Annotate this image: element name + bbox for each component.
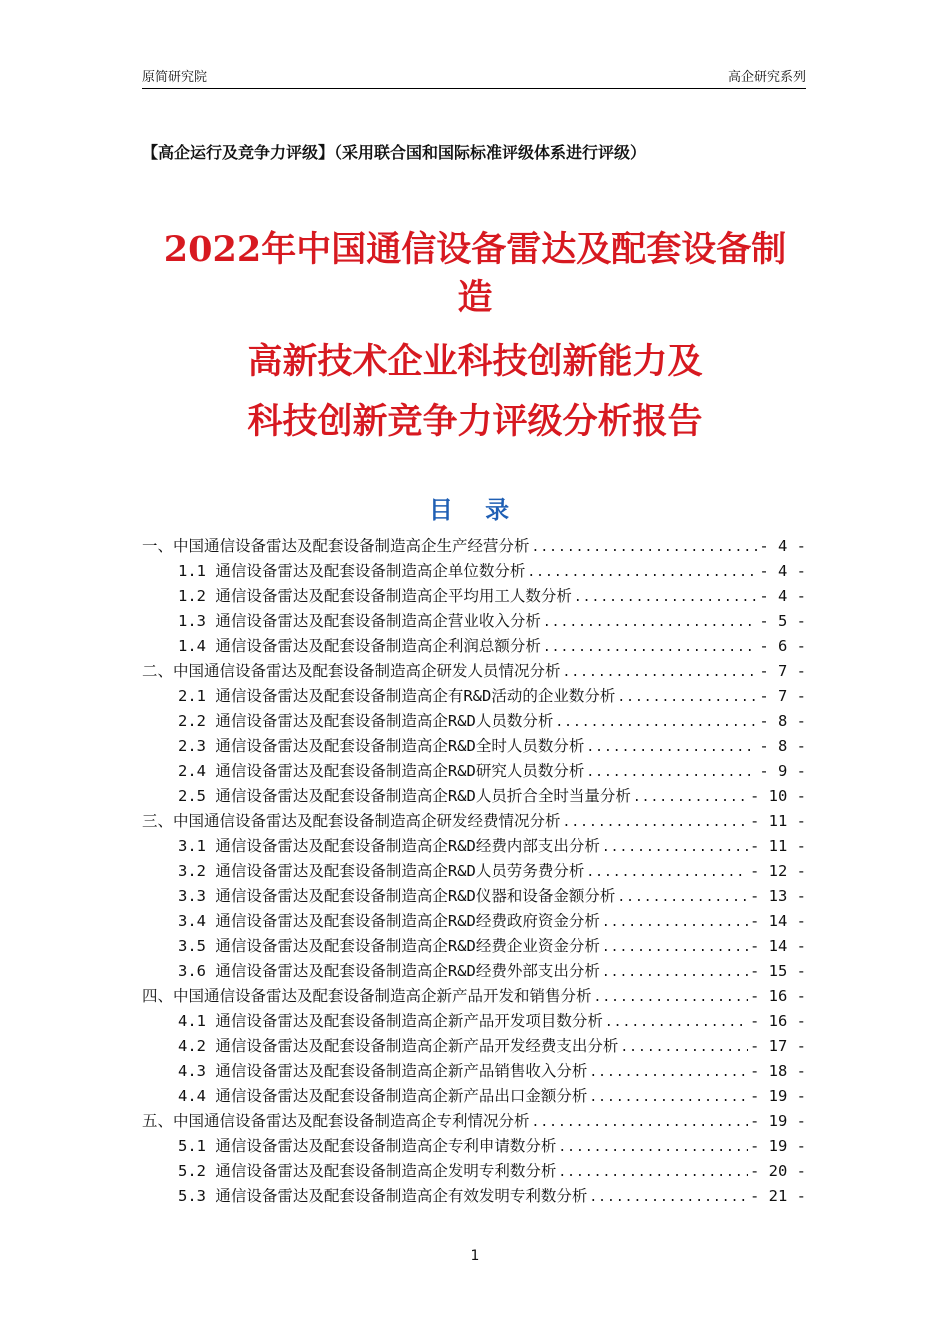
toc-leader-dots [589, 1090, 748, 1105]
toc-leader-dots [532, 540, 758, 555]
toc-leader-dots [527, 565, 757, 580]
toc-leader-dots [602, 940, 748, 955]
toc-entry-page: - 12 - [750, 862, 806, 880]
toc-entry-page: - 6 - [759, 637, 806, 655]
toc-entry-label: 4.2 通信设备雷达及配套设备制造高企新产品开发经费支出分析 [178, 1037, 619, 1055]
toc-entry-label: 四、中国通信设备雷达及配套设备制造高企新产品开发和销售分析 [142, 987, 592, 1005]
toc-entry-page: - 20 - [750, 1162, 806, 1180]
toc-entry-label: 4.4 通信设备雷达及配套设备制造高企新产品出口金额分析 [178, 1087, 588, 1105]
toc-entry[interactable] [142, 884, 806, 909]
table-of-contents [142, 534, 806, 1209]
toc-leader-dots [555, 715, 757, 730]
toc-entry-page: - 4 - [759, 587, 806, 605]
toc-entry[interactable] [142, 709, 806, 734]
toc-entry[interactable] [142, 1184, 806, 1209]
toc-leader-dots [574, 590, 757, 605]
toc-entry-page: - 7 - [759, 662, 806, 680]
toc-entry-page: - 19 - [750, 1137, 806, 1155]
toc-entry[interactable] [142, 1009, 806, 1034]
toc-entry-label: 二、中国通信设备雷达及配套设备制造高企研发人员情况分析 [142, 662, 561, 680]
toc-leader-dots [532, 1115, 748, 1130]
toc-leader-dots [563, 815, 748, 830]
toc-entry[interactable] [142, 859, 806, 884]
toc-entry[interactable] [142, 934, 806, 959]
toc-entry[interactable] [142, 559, 806, 584]
report-title-line-1: 2022年中国通信设备雷达及配套设备制 [163, 229, 787, 270]
toc-leader-dots [586, 865, 748, 880]
toc-leader-dots [586, 740, 757, 755]
toc-entry-label: 一、中国通信设备雷达及配套设备制造高企生产经营分析 [142, 537, 530, 555]
toc-entry-label: 三、中国通信设备雷达及配套设备制造高企研发经费情况分析 [142, 812, 561, 830]
toc-leader-dots [586, 765, 757, 780]
toc-entry[interactable] [142, 1084, 806, 1109]
toc-leader-dots [563, 665, 758, 680]
toc-entry-page: - 8 - [759, 712, 806, 730]
toc-leader-dots [620, 1040, 748, 1055]
report-title-line-2: 造 [457, 277, 493, 318]
toc-entry-label: 3.1 通信设备雷达及配套设备制造高企R&D经费内部支出分析 [178, 837, 600, 855]
toc-entry-page: - 17 - [750, 1037, 806, 1055]
toc-entry-label: 3.4 通信设备雷达及配套设备制造高企R&D经费政府资金分析 [178, 912, 600, 930]
toc-entry-label: 4.3 通信设备雷达及配套设备制造高企新产品销售收入分析 [178, 1062, 588, 1080]
toc-entry-page: - 13 - [750, 887, 806, 905]
header-series-name: 高企研究系列 [727, 70, 806, 85]
toc-leader-dots [543, 640, 757, 655]
toc-entry-label: 2.3 通信设备雷达及配套设备制造高企R&D全时人员数分析 [178, 737, 585, 755]
toc-leader-dots [594, 990, 748, 1005]
toc-entry-label: 3.3 通信设备雷达及配套设备制造高企R&D仪器和设备金额分析 [178, 887, 616, 905]
toc-entry[interactable] [142, 1134, 806, 1159]
toc-entry-page: - 14 - [750, 937, 806, 955]
toc-entry[interactable] [142, 584, 806, 609]
toc-entry-page: - 21 - [750, 1187, 806, 1205]
toc-entry-page: - 15 - [750, 962, 806, 980]
toc-entry-label: 1.3 通信设备雷达及配套设备制造高企营业收入分析 [178, 612, 541, 630]
report-title-line-3: 高新技术企业科技创新能力及 [247, 342, 703, 382]
toc-leader-dots [543, 615, 757, 630]
toc-entry-label: 5.3 通信设备雷达及配套设备制造高企有效发明专利数分析 [178, 1187, 588, 1205]
toc-entry-label: 2.2 通信设备雷达及配套设备制造高企R&D人员数分析 [178, 712, 554, 730]
toc-entry[interactable] [142, 1034, 806, 1059]
toc-entry[interactable] [142, 1109, 806, 1134]
toc-entry-page: - 10 - [750, 787, 806, 805]
toc-entry[interactable] [142, 659, 806, 684]
toc-leader-dots [558, 1140, 748, 1155]
toc-entry[interactable] [142, 609, 806, 634]
toc-entry-page: - 4 - [759, 562, 806, 580]
page-number: 1 [470, 1248, 480, 1264]
report-title-line-4: 科技创新竞争力评级分析报告 [247, 402, 703, 442]
toc-entry-label: 5.2 通信设备雷达及配套设备制造高企发明专利数分析 [178, 1162, 557, 1180]
toc-entry-label: 1.1 通信设备雷达及配套设备制造高企单位数分析 [178, 562, 526, 580]
toc-entry-page: - 19 - [750, 1112, 806, 1130]
toc-entry-page: - 19 - [750, 1087, 806, 1105]
toc-entry-page: - 16 - [750, 987, 806, 1005]
toc-entry-label: 3.2 通信设备雷达及配套设备制造高企R&D人员劳务费分析 [178, 862, 585, 880]
toc-entry[interactable] [142, 734, 806, 759]
toc-entry-label: 3.5 通信设备雷达及配套设备制造高企R&D经费企业资金分析 [178, 937, 600, 955]
header-org-name: 原简研究院 [142, 70, 208, 85]
toc-entry[interactable] [142, 634, 806, 659]
toc-entry-page: - 8 - [759, 737, 806, 755]
toc-entry[interactable] [142, 984, 806, 1009]
toc-entry-page: - 18 - [750, 1062, 806, 1080]
toc-entry-page: - 9 - [759, 762, 806, 780]
toc-entry-page: - 16 - [750, 1012, 806, 1030]
toc-entry[interactable] [142, 534, 806, 559]
toc-entry-page: - 14 - [750, 912, 806, 930]
report-subtitle: 【高企运行及竞争力评级】（采用联合国和国际标准评级体系进行评级） [142, 143, 647, 162]
toc-entry[interactable] [142, 909, 806, 934]
toc-entry[interactable] [142, 1159, 806, 1184]
toc-entry-label: 4.1 通信设备雷达及配套设备制造高企新产品开发项目数分析 [178, 1012, 603, 1030]
toc-leader-dots [602, 915, 748, 930]
toc-entry-page: - 5 - [759, 612, 806, 630]
toc-entry-page: - 7 - [759, 687, 806, 705]
toc-leader-dots [602, 840, 748, 855]
toc-heading: 目 录 [428, 496, 522, 524]
toc-entry[interactable] [142, 684, 806, 709]
toc-entry[interactable] [142, 784, 806, 809]
toc-entry-label: 3.6 通信设备雷达及配套设备制造高企R&D经费外部支出分析 [178, 962, 600, 980]
toc-entry-page: - 11 - [750, 837, 806, 855]
toc-entry-label: 2.1 通信设备雷达及配套设备制造高企有R&D活动的企业数分析 [178, 687, 616, 705]
toc-entry-label: 5.1 通信设备雷达及配套设备制造高企专利申请数分析 [178, 1137, 557, 1155]
toc-leader-dots [558, 1165, 748, 1180]
toc-entry-label: 1.4 通信设备雷达及配套设备制造高企利润总额分析 [178, 637, 541, 655]
toc-entry[interactable] [142, 834, 806, 859]
toc-leader-dots [617, 690, 757, 705]
toc-entry-page: - 11 - [750, 812, 806, 830]
toc-entry-page: - 4 - [759, 537, 806, 555]
toc-leader-dots [633, 790, 748, 805]
toc-leader-dots [605, 1015, 748, 1030]
toc-entry[interactable] [142, 959, 806, 984]
toc-leader-dots [589, 1065, 748, 1080]
toc-leader-dots [617, 890, 748, 905]
toc-entry-label: 2.4 通信设备雷达及配套设备制造高企R&D研究人员数分析 [178, 762, 585, 780]
toc-entry[interactable] [142, 809, 806, 834]
toc-entry[interactable] [142, 1059, 806, 1084]
toc-entry[interactable] [142, 759, 806, 784]
toc-entry-label: 2.5 通信设备雷达及配套设备制造高企R&D人员折合全时当量分析 [178, 787, 631, 805]
toc-leader-dots [602, 965, 748, 980]
header-divider [142, 88, 806, 89]
toc-entry-label: 五、中国通信设备雷达及配套设备制造高企专利情况分析 [142, 1112, 530, 1130]
toc-entry-label: 1.2 通信设备雷达及配套设备制造高企平均用工人数分析 [178, 587, 572, 605]
page-header [142, 66, 806, 90]
toc-leader-dots [589, 1190, 748, 1205]
